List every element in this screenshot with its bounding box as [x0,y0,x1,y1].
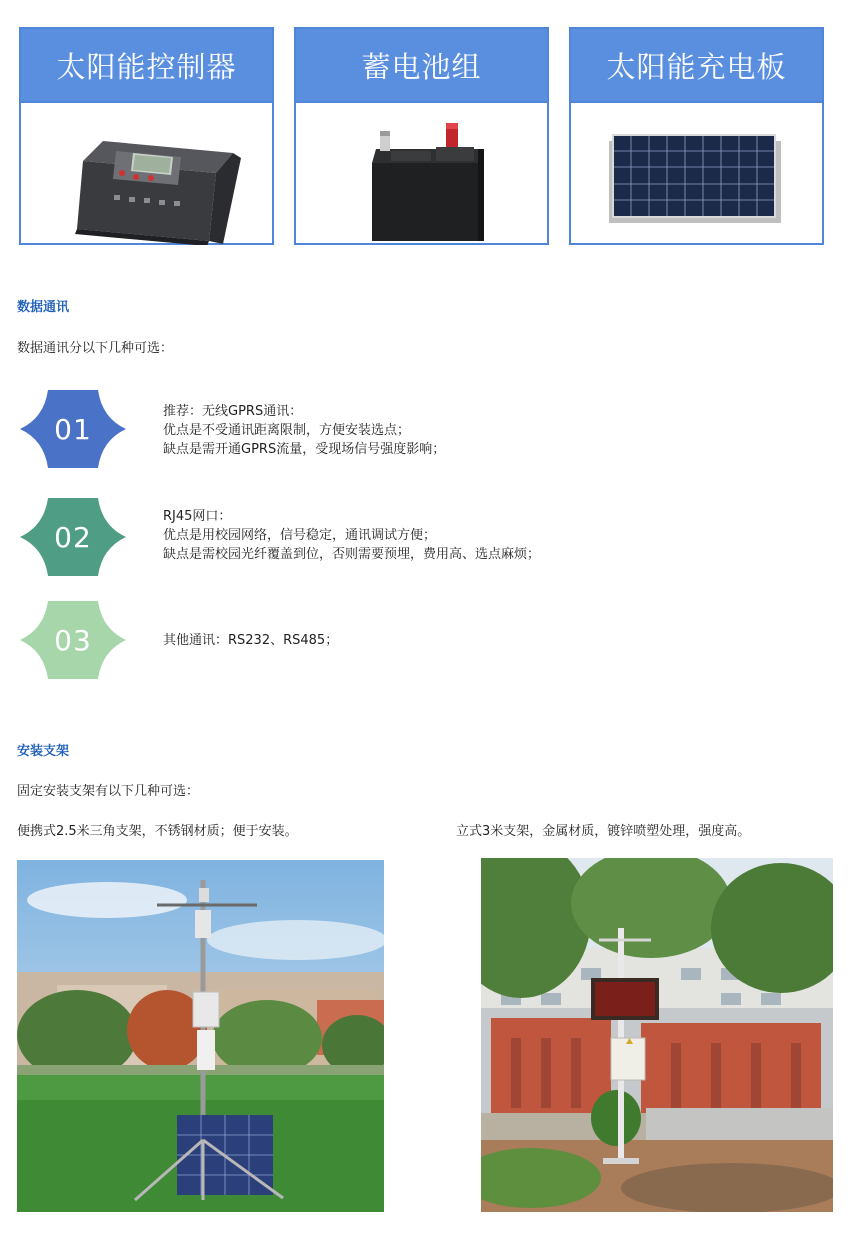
option-number: 02 [54,520,92,554]
card-solar-controller [19,27,274,245]
mount-left-caption: 便携式2.5米三角支架，不锈钢材质；便于安装。 [17,824,298,839]
option-line: 缺点是需校园光纤覆盖到位，否则需要预埋，费用高、选点麻烦； [163,547,541,562]
option-line: 其他通讯：RS232、RS485； [163,633,339,648]
option-number: 01 [54,412,92,446]
option-badge-01 [20,390,126,468]
card-solar-panel [569,27,824,245]
option-line: 优点是不受通讯距离限制，方便安装选点； [163,423,411,438]
mount-intro: 固定安装支架有以下几种可选： [17,784,200,799]
option-number: 03 [54,623,92,657]
solar-controller-image [21,103,272,243]
option-line: 推荐：无线GPRS通讯： [163,404,303,419]
tripod-station-photo [17,860,384,1212]
card-title: 太阳能控制器 [21,29,272,103]
battery-image [296,103,547,243]
option-text-01 [163,402,445,459]
option-line: RJ45网口： [163,509,232,524]
section-title-comm: 数据通讯 [17,300,70,315]
option-line: 优点是用校园网络，信号稳定，通讯调试方便； [163,528,437,543]
solar-panel-image [571,103,822,243]
mount-right-caption: 立式3米支架，金属材质，镀锌喷塑处理，强度高。 [456,824,751,839]
option-text-03 [163,631,338,650]
card-title: 蓄电池组 [296,29,547,103]
option-badge-02 [20,498,126,576]
card-battery [294,27,549,245]
comm-intro: 数据通讯分以下几种可选： [17,341,174,356]
option-badge-03 [20,601,126,679]
option-text-02 [163,507,540,564]
option-line: 缺点是需开通GPRS流量，受现场信号强度影响； [163,442,446,457]
standing-station-photo [481,858,833,1212]
card-title: 太阳能充电板 [571,29,822,103]
section-title-mount: 安装支架 [17,744,70,759]
